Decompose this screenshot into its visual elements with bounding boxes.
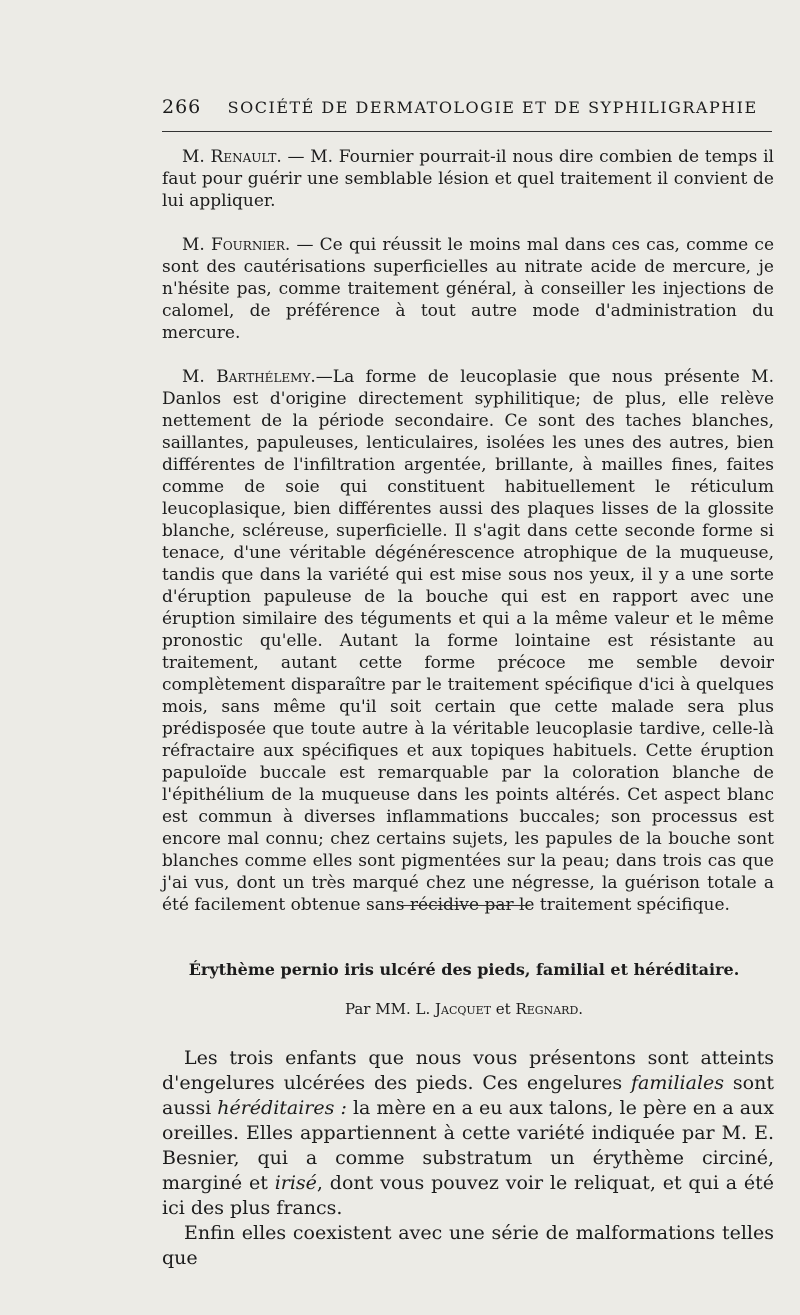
italic-irise: irisé	[274, 1172, 317, 1194]
section-separator	[398, 905, 530, 906]
byline-end: .	[578, 1000, 584, 1018]
running-header	[162, 96, 772, 118]
speaker-prefix: M.	[182, 367, 217, 387]
intro-paragraph-1	[162, 1046, 774, 1221]
byline-and: et	[491, 1000, 516, 1018]
text-run: sont aussi	[162, 1072, 774, 1119]
paragraph-barthelemy	[162, 366, 774, 916]
section-body	[162, 1046, 774, 1271]
speaker-name: Fournier	[211, 235, 285, 255]
author-regnard: Regnard	[515, 1000, 579, 1018]
discussion-text	[162, 146, 774, 938]
byline-prefix: Par MM. L.	[344, 1000, 435, 1018]
text-run: la mère en a eu aux talons, le père en a aux oreilles. Elles appartiennent à cette variété indiquée par M. E. Besnier, qui a comme substratum un érythème circiné, marginé et	[162, 1097, 775, 1194]
speaker-name: Barthélemy	[216, 367, 311, 387]
header-rule	[162, 131, 772, 132]
author-jacquet: Jacquet	[435, 1000, 492, 1018]
running-title: SOCIÉTÉ DE DERMATOLOGIE ET DE SYPHILIGRAPHIE	[227, 98, 758, 117]
paragraph-text: . — M. Fournier pourrait-il nous dire combien de temps il faut pour guérir une semblable lésion et quel traitement il convient de lui appliquer.	[162, 147, 774, 211]
page-number: 266	[162, 96, 202, 118]
text-run: Les trois enfants que nous vous présentons sont atteints d'engelures ulcérées des pieds. Ces engelures	[162, 1047, 774, 1094]
speaker-prefix: M.	[182, 235, 212, 255]
paragraph-text: .—La forme de leucoplasie que nous présente M. Danlos est d'origine directement syphilitique; de plus, elle relève nettement de la période secondaire. Ce sont des taches blanches, saillantes, papuleuses, lenticulaires, isolées les unes des autres, bien différentes de l'infiltration argentée, brillante, à mailles fines, faites comme de soie qui constituent habituellement le réticulum leucoplasique, bien différentes aussi des plaques lisses de la glossite blanche, scléreuse, superficielle. Il s'agit dans cette seconde forme si tenace, d'une véritable dégénérescence atrophique de la muqueuse, tandis que dans la variété qui est mise sous nos yeux, il y a une sorte d'éruption papuleuse de la bouche qui est en rapport avec une éruption similaire des téguments et qui a la même valeur et le même pronostic qu'elle. Autant la forme lointaine est résistante au traitement, autant cette forme précoce me semble devoir complètement disparaître par le traitement spécifique d'ici à quelques mois, sans même qu'il soit certain que cette malade sera plus prédisposée que toute autre à la véritable leucoplasie tardive, celle-là réfractaire aux spécifiques et aux topiques habituels. Cette éruption papuloïde buccale est remarquable par la coloration blanche de l'épithélium de la muqueuse dans les points altérés. Cet aspect blanc est commun à diverses inflammations buccales; son processus est encore mal connu; chez certains sujets, les papules de la bouche sont blanches comme elles sont pigmentées sur la peau; dans trois cas que j'ai vus, dont un très marqué chez une négresse, la guérison totale a été facilement obtenue sans récidive par le traitement spécifique.	[162, 367, 774, 915]
paragraph-fournier	[162, 234, 774, 344]
italic-familiales: familiales	[631, 1072, 725, 1094]
paragraph-renault	[162, 146, 774, 212]
section-byline	[150, 1000, 778, 1018]
italic-hereditaires: héréditaires :	[217, 1097, 347, 1119]
text-run: , dont vous pouvez voir le reliquat, et qui a été ici des plus francs.	[162, 1172, 774, 1219]
intro-paragraph-2: Enfin elles coexistent avec une série de malformations telles que	[162, 1222, 774, 1269]
section-title: Érythème pernio iris ulcéré des pieds, familial et héréditaire.	[188, 960, 740, 979]
speaker-prefix: M.	[182, 147, 211, 167]
speaker-name: Renault	[210, 147, 277, 167]
paragraph-text: . — Ce qui réussit le moins mal dans ces cas, comme ce sont des cautérisations superficielles au nitrate acide de mercure, je n'hésite pas, comme traitement général, à conseiller les injections de calomel, de préférence à tout autre mode d'administration du mercure.	[162, 235, 775, 343]
